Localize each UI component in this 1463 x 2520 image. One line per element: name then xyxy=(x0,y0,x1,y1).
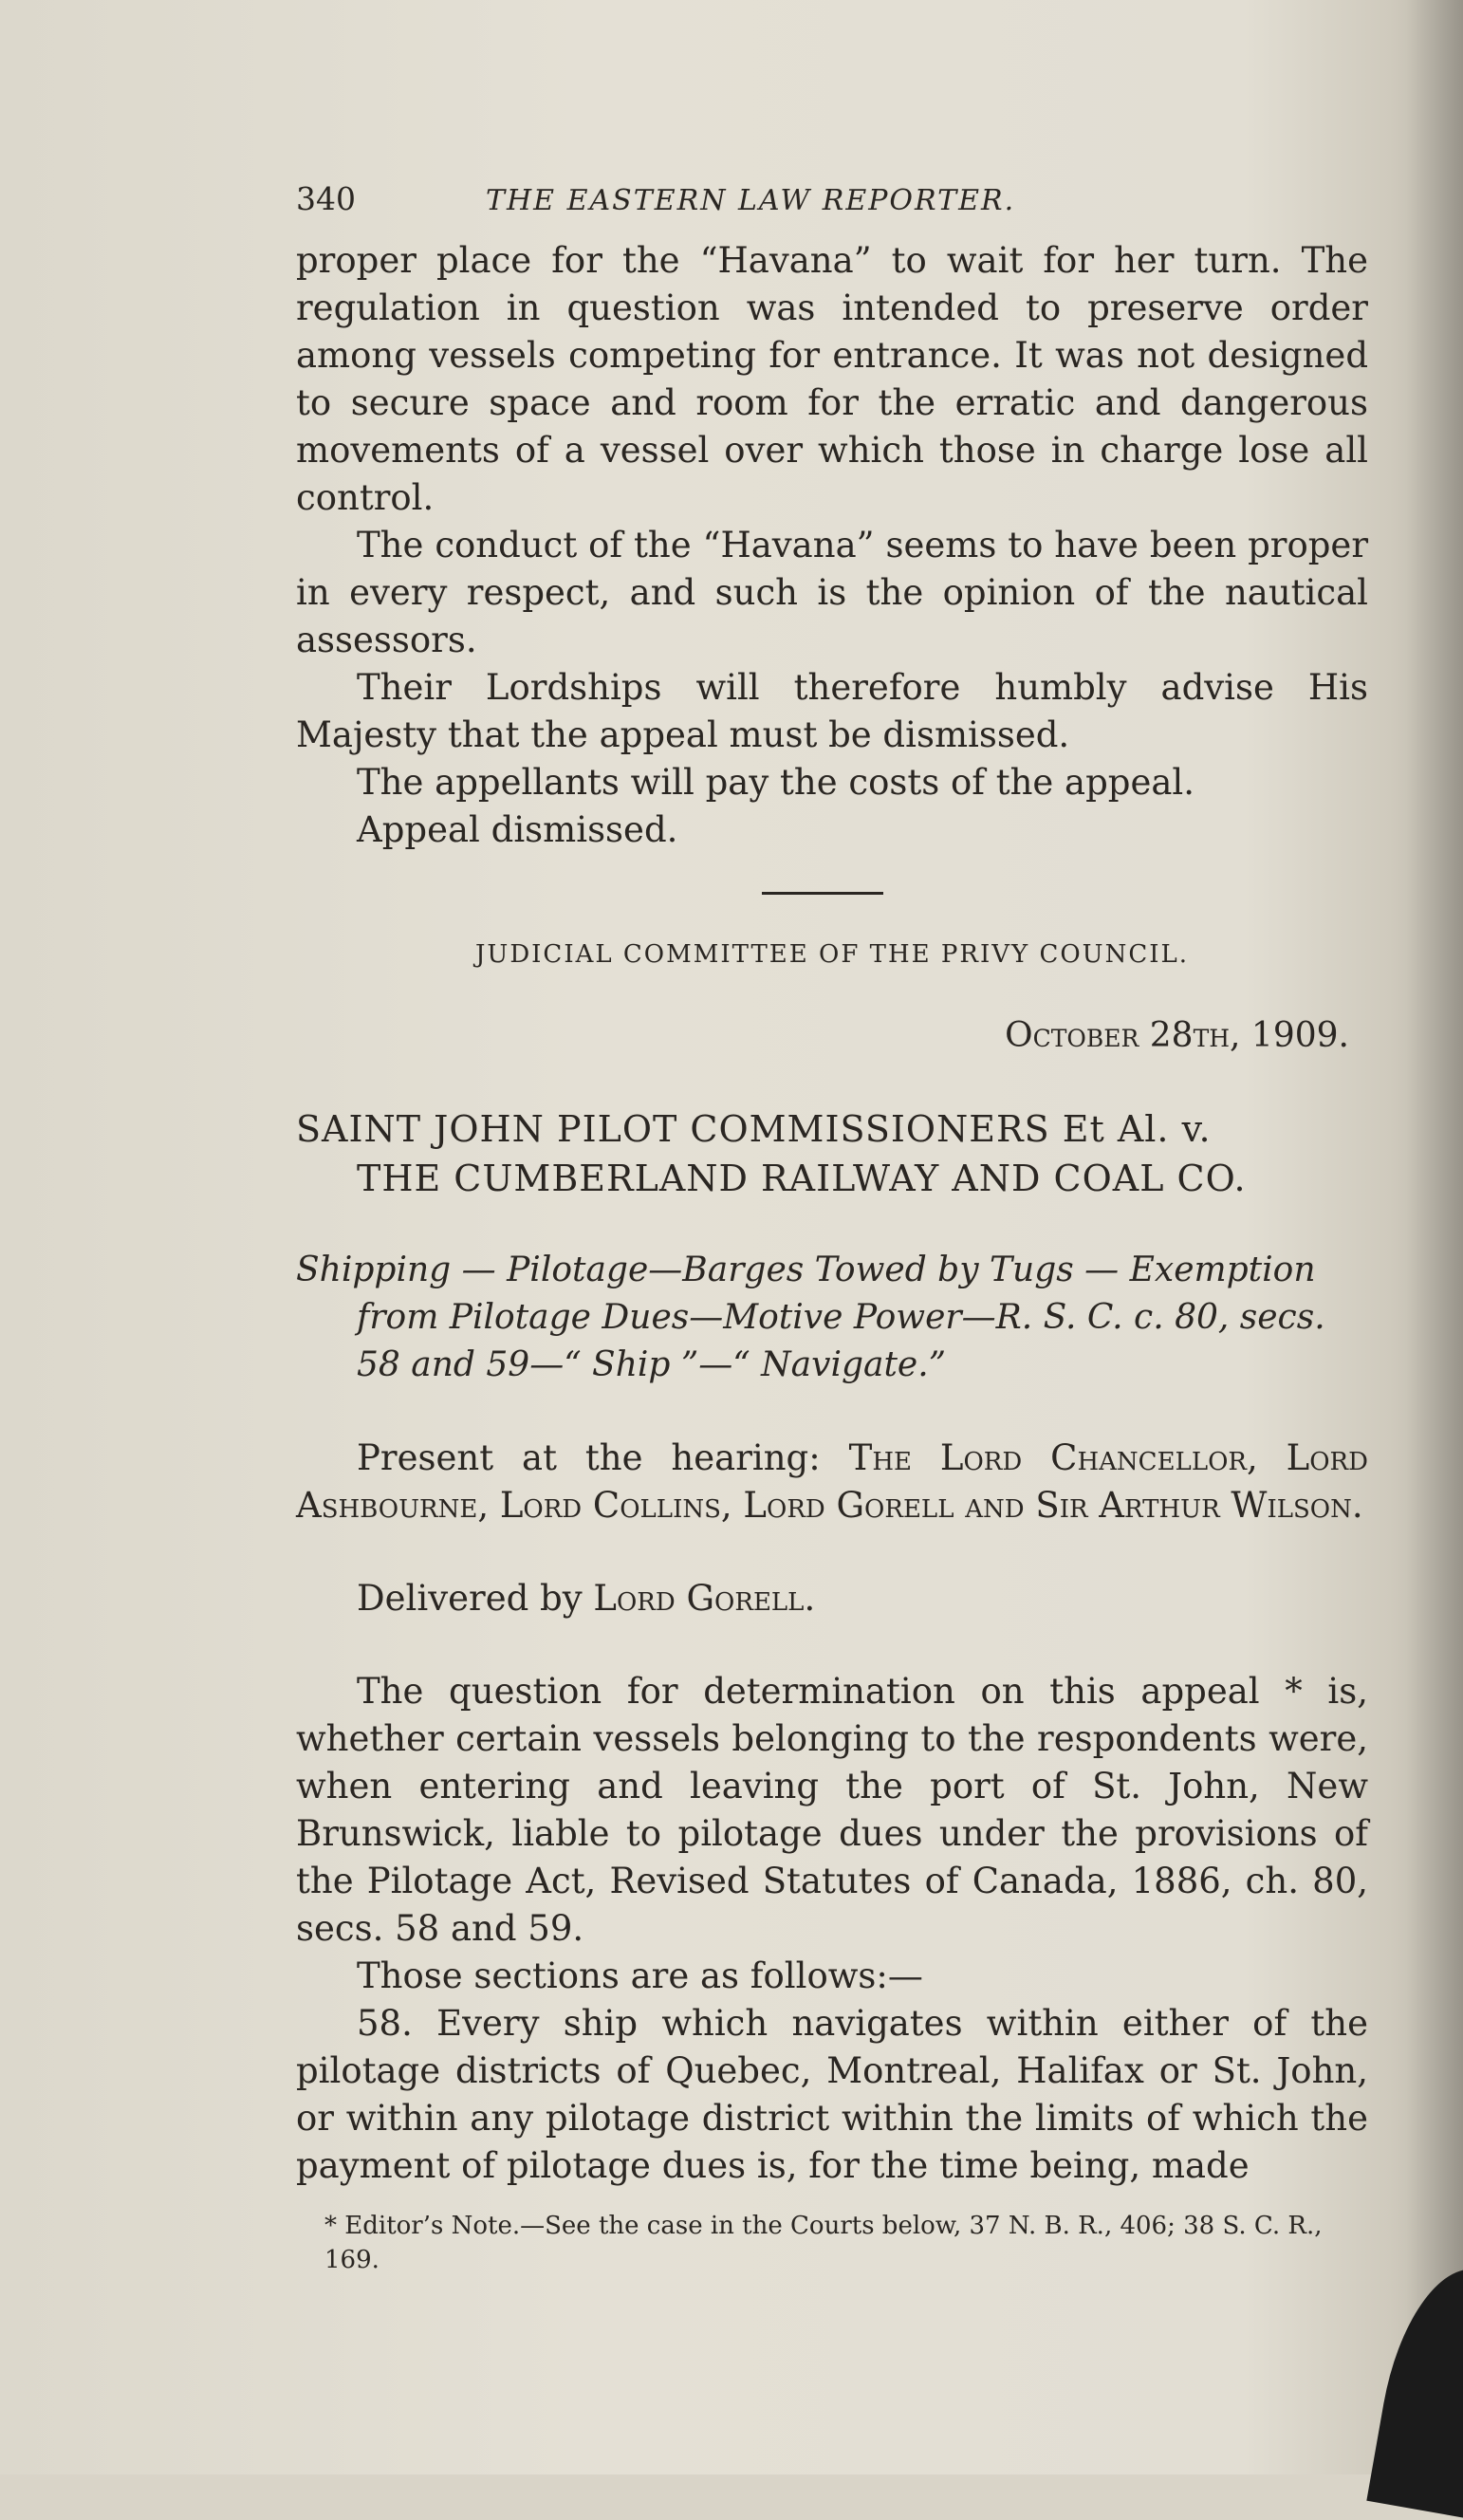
prev-case-paragraph-5: Appeal dismissed. xyxy=(357,809,678,850)
headnote-line-2: from Pilotage Dues—Motive Power—R. S. C. c. 80, secs. xyxy=(357,1298,1325,1337)
page-header xyxy=(296,180,1368,237)
running-head: THE EASTERN LAW REPORTER. xyxy=(486,184,1016,217)
decision-date: October 28th, 1909. xyxy=(1005,1016,1349,1055)
case-title-line-2: THE CUMBERLAND RAILWAY AND COAL CO. xyxy=(357,1158,1247,1199)
case-title-line-1: SAINT JOHN PILOT COMMISSIONERS Et Al. v. xyxy=(296,1108,1212,1150)
page-edge-shadow xyxy=(1406,0,1463,2474)
case-title xyxy=(296,1104,1368,1203)
court-heading: JUDICIAL COMMITTEE OF THE PRIVY COUNCIL. xyxy=(474,940,1190,969)
footnote: * Editor’s Note.—See the case in the Courts below, 37 N. B. R., 406; 38 S. C. R., 169. xyxy=(324,2212,1323,2274)
present-at-hearing xyxy=(296,1435,1368,1529)
section-divider xyxy=(762,892,883,895)
prev-case-paragraph-3: Their Lordships will therefore humbly advise His Majesty that the appeal must be dismissed. xyxy=(296,667,1368,755)
prev-case-paragraph-4: The appellants will pay the costs of the appeal. xyxy=(357,762,1195,803)
prev-case-paragraph-2: The conduct of the “Havana” seems to have been proper in every respect, and such is the opinion of the nautical assessors. xyxy=(296,525,1368,660)
delivered-by xyxy=(296,1575,1368,1622)
headnote-line-1: Shipping — Pilotage—Barges Towed by Tugs — Exemption xyxy=(296,1251,1316,1289)
prev-case-paragraph-1: proper place for the “Havana” to wait for her turn. The regulation in question was intended to preserve order among vessels competing for entrance. It was not designed to secure space and room for the erratic and dangerous movements of a vessel over which those in charge lose all control. xyxy=(296,240,1368,518)
body-paragraph-2: Those sections are as follows:— xyxy=(357,1955,923,1996)
headnote-line-3: 58 and 59—“ Ship ”—“ Navigate.” xyxy=(357,1345,947,1384)
present-lead: Present at the hearing: xyxy=(357,1437,849,1478)
body-paragraph-1: The question for determination on this appeal * is, whether certain vessels belonging to the respondents were, when entering and leaving the port of St. John, New Brunswick, liable to pilotage dues under the provisions of the Pilotage Act, Revised Statutes of Canada, 1886, ch. 80, secs. 58 and 59. xyxy=(296,1671,1368,1949)
page-number: 340 xyxy=(296,180,356,217)
body-paragraph-3: 58. Every ship which navigates within either of the pilotage districts of Quebec, Montreal, Halifax or St. John, or within any pilotage district within the limits of which the payment of pilotage dues is, for the time being, made xyxy=(296,2003,1368,2186)
delivered-lead: Delivered by xyxy=(357,1578,594,1619)
headnote xyxy=(296,1247,1368,1389)
present-names: The Lord Chancellor, Lord Ashbourne, Lord Collins, Lord Gorell and Sir Arthur Wilson. xyxy=(296,1437,1368,1526)
delivered-name: Lord Gorell. xyxy=(593,1578,816,1619)
page-content xyxy=(296,180,1368,2277)
